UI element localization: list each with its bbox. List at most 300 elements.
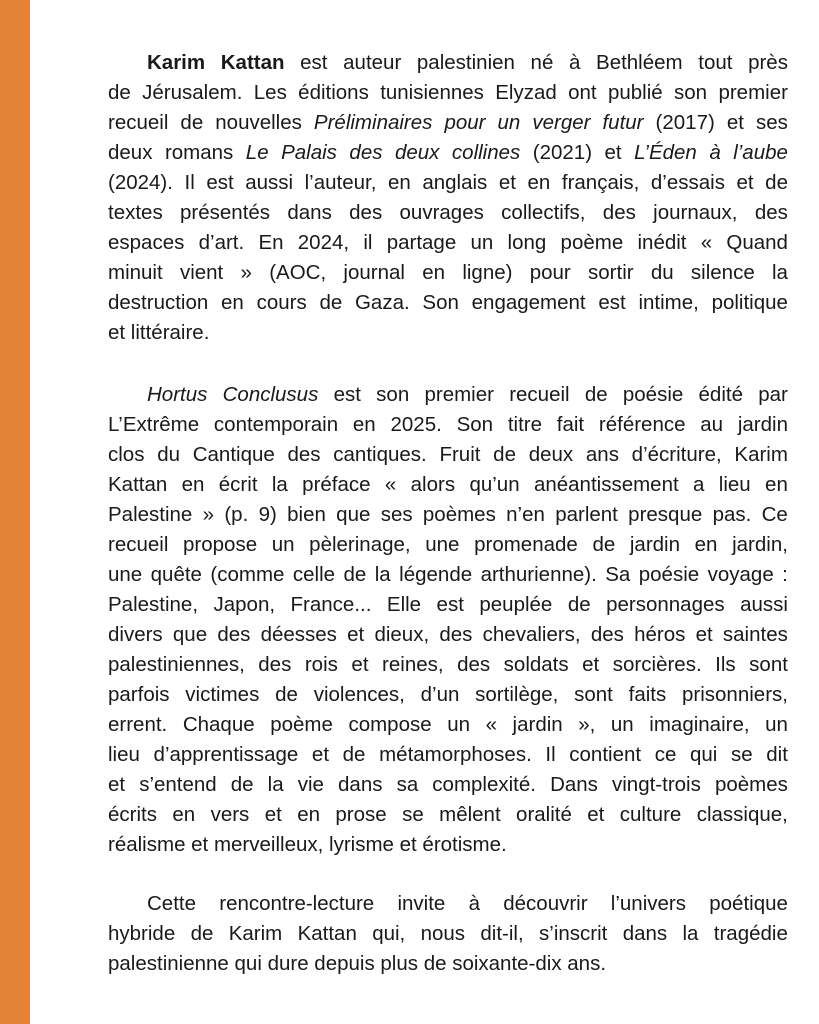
text-line <box>108 440 788 470</box>
word <box>634 138 697 168</box>
text: édité <box>698 383 743 406</box>
text: long <box>507 231 547 254</box>
text: Il <box>545 743 556 766</box>
word <box>288 440 321 470</box>
text: de <box>765 171 788 194</box>
word <box>108 108 168 138</box>
text: 2024, <box>297 231 350 254</box>
text: premier <box>718 81 788 104</box>
text: hybride <box>108 922 176 945</box>
text: romans <box>164 141 234 164</box>
text: il <box>363 231 373 254</box>
word <box>395 138 439 168</box>
word <box>611 889 686 919</box>
word <box>555 500 618 530</box>
word <box>298 919 357 949</box>
word <box>506 500 545 530</box>
text: est <box>333 383 361 406</box>
text: et <box>582 653 600 676</box>
word <box>700 410 723 440</box>
word <box>762 500 788 530</box>
word <box>400 198 484 228</box>
word <box>765 470 788 500</box>
text: l’univers <box>610 892 686 915</box>
word <box>620 800 682 830</box>
word <box>343 740 366 770</box>
italic-title: des <box>349 141 383 164</box>
text: des <box>590 623 624 646</box>
word <box>390 410 441 440</box>
text: a <box>693 473 705 496</box>
text: palestinienne qui dure depuis plus de soixante-dix ans. <box>108 952 607 975</box>
word <box>245 168 293 198</box>
text: poèmes <box>422 503 496 526</box>
text: ligne) <box>462 261 513 284</box>
text: (2021) <box>532 141 593 164</box>
word <box>287 500 326 530</box>
text-line <box>108 228 788 258</box>
text-line <box>108 138 788 168</box>
word <box>765 710 788 740</box>
text: déesses <box>260 623 337 646</box>
word <box>180 198 270 228</box>
word <box>108 560 142 590</box>
word <box>231 770 254 800</box>
text: légende <box>399 563 473 586</box>
word <box>353 410 376 440</box>
text: « <box>700 231 713 254</box>
text: Kattan <box>108 473 168 496</box>
text: sorcières. <box>612 653 702 676</box>
text: engagement <box>471 291 586 314</box>
italic-title: pour <box>444 111 486 134</box>
word <box>108 620 163 650</box>
word <box>481 560 597 590</box>
word <box>258 228 283 258</box>
word <box>613 650 702 680</box>
text: de <box>230 773 254 796</box>
text: poésie <box>638 563 700 586</box>
text: d’un <box>420 683 460 706</box>
word <box>586 440 619 470</box>
text: et littéraire. <box>108 321 210 344</box>
word <box>381 500 413 530</box>
text: en <box>422 261 446 284</box>
word <box>275 680 298 710</box>
text: la <box>374 563 391 586</box>
word <box>421 680 460 710</box>
word <box>588 258 634 288</box>
text: Kattan <box>297 922 357 945</box>
text: de <box>493 443 516 466</box>
text-line <box>108 318 209 348</box>
text: écrits <box>108 803 157 826</box>
bold-text: Karim <box>147 51 206 74</box>
word <box>758 380 788 410</box>
word <box>726 228 788 258</box>
text: politique <box>711 291 788 314</box>
word <box>674 78 707 108</box>
text: que <box>336 503 371 526</box>
word <box>108 168 173 198</box>
text: est <box>300 51 328 74</box>
text: un <box>610 713 634 736</box>
text: complexité. <box>432 773 536 796</box>
word <box>439 620 472 650</box>
word <box>531 48 554 78</box>
word <box>265 800 282 830</box>
text: est <box>436 593 464 616</box>
word <box>333 440 426 470</box>
text: sont <box>574 683 613 706</box>
word <box>462 258 512 288</box>
word <box>259 500 277 530</box>
text: la <box>271 473 288 496</box>
text: né <box>530 51 554 74</box>
word <box>108 500 192 530</box>
text: des <box>217 623 251 646</box>
word <box>698 48 732 78</box>
word <box>246 138 269 168</box>
word <box>439 440 480 470</box>
word <box>254 78 287 108</box>
word <box>270 710 333 740</box>
text-line <box>108 650 788 680</box>
word <box>713 500 752 530</box>
word <box>539 919 607 949</box>
word <box>749 650 788 680</box>
text: deux <box>108 141 153 164</box>
text: oralité <box>516 803 572 826</box>
italic-title: deux <box>394 141 440 164</box>
word <box>690 740 717 770</box>
word <box>444 108 485 138</box>
word <box>173 620 207 650</box>
text: anglais <box>422 171 488 194</box>
word <box>312 740 329 770</box>
word <box>422 258 445 288</box>
word <box>447 710 470 740</box>
text: parlent <box>555 503 618 526</box>
text-line <box>108 500 788 530</box>
text: des <box>457 653 491 676</box>
word <box>241 258 252 288</box>
word <box>309 530 410 560</box>
word <box>206 168 233 198</box>
text: nouvelles <box>215 111 302 134</box>
word <box>483 620 581 650</box>
word <box>108 919 175 949</box>
word <box>732 530 788 560</box>
text: en <box>181 473 205 496</box>
text-line <box>108 530 788 560</box>
text: Ce <box>761 503 788 526</box>
word <box>157 440 180 470</box>
word <box>214 410 338 440</box>
text: ouvrages <box>399 201 484 224</box>
text: pas. <box>712 503 752 526</box>
text: la <box>267 773 284 796</box>
text: d’écriture, <box>631 443 722 466</box>
word <box>422 288 458 318</box>
text: d’essais <box>650 171 725 194</box>
word <box>474 530 578 560</box>
text-line <box>108 740 788 770</box>
text: en <box>387 171 411 194</box>
word <box>297 800 320 830</box>
text: deux <box>528 443 574 466</box>
text: prisonniers, <box>682 683 788 706</box>
text: poésie <box>622 383 684 406</box>
word <box>108 530 168 560</box>
text: » <box>240 261 252 284</box>
text-line <box>108 258 788 288</box>
text: par <box>758 383 788 406</box>
italic-title: Hortus <box>147 383 208 406</box>
text: son <box>376 383 410 406</box>
text: un <box>271 533 295 556</box>
word <box>638 288 698 318</box>
text: classique, <box>696 803 788 826</box>
word <box>217 620 250 650</box>
word <box>561 228 624 258</box>
text: poème <box>270 713 333 736</box>
word <box>108 410 199 440</box>
word <box>682 680 788 710</box>
text: : <box>782 563 788 586</box>
text: En <box>258 231 284 254</box>
word <box>470 228 493 258</box>
word <box>319 288 342 318</box>
text: pèlerinage, <box>309 533 411 556</box>
text: ses <box>755 111 788 134</box>
word <box>108 228 184 258</box>
word <box>623 919 667 949</box>
word <box>598 288 625 318</box>
word <box>108 740 140 770</box>
text: (2024). <box>108 171 173 194</box>
text: anéantissement <box>533 473 679 496</box>
word <box>305 168 377 198</box>
text: français, <box>561 171 640 194</box>
word <box>499 168 516 198</box>
word <box>193 440 275 470</box>
word <box>457 410 493 440</box>
italic-title: L’Éden <box>634 141 697 164</box>
text: cantiques. <box>333 443 427 466</box>
text-line <box>108 590 788 620</box>
text: en <box>297 803 321 826</box>
text: ans <box>585 443 619 466</box>
text: arthurienne). <box>480 563 597 586</box>
text: n’en <box>506 503 545 526</box>
word <box>495 78 557 108</box>
word <box>682 919 698 949</box>
word <box>611 710 634 740</box>
text: réalisme et merveilleux, lyrisme et érotisme. <box>108 833 507 856</box>
text: tout <box>698 51 733 74</box>
text: dans <box>338 773 383 796</box>
text: premier <box>424 383 494 406</box>
text: vie <box>297 773 324 796</box>
text-line <box>108 680 788 710</box>
word <box>108 288 208 318</box>
word <box>388 168 411 198</box>
text: Elyzad <box>495 81 557 104</box>
text: et <box>726 111 744 134</box>
text: » <box>202 503 215 526</box>
text: mêlent <box>439 803 501 826</box>
word <box>108 650 245 680</box>
text: prose <box>335 803 387 826</box>
word <box>508 228 547 258</box>
text: inédit <box>637 231 687 254</box>
word <box>108 470 167 500</box>
word <box>335 800 386 830</box>
text: », <box>578 713 596 736</box>
word <box>375 560 391 590</box>
word <box>557 410 584 440</box>
text: promenade <box>474 533 578 556</box>
word <box>475 680 558 710</box>
text: des <box>439 623 473 646</box>
text: héros <box>634 623 686 646</box>
text: lieu <box>718 473 751 496</box>
word <box>411 470 455 500</box>
word <box>108 138 152 168</box>
word <box>108 198 163 228</box>
text: peuplée <box>479 593 553 616</box>
text: parfois <box>108 683 170 706</box>
word <box>612 770 701 800</box>
word <box>214 590 276 620</box>
word <box>608 78 663 108</box>
text: dieux, <box>374 623 430 646</box>
word <box>221 288 244 318</box>
text: reines, <box>382 653 444 676</box>
word <box>568 78 597 108</box>
word <box>355 288 410 318</box>
text: Son <box>456 413 494 436</box>
word <box>219 889 374 919</box>
word <box>696 620 713 650</box>
text: référence <box>598 413 686 436</box>
italic-title: collines <box>451 141 521 164</box>
word <box>731 740 753 770</box>
text: au <box>700 413 724 436</box>
word <box>529 440 573 470</box>
text: vingt-trois <box>612 773 701 796</box>
word <box>314 108 432 138</box>
word <box>203 500 214 530</box>
text: palestiniennes, <box>108 653 245 676</box>
word <box>298 228 349 258</box>
text: et <box>695 623 713 646</box>
text: de <box>108 81 131 104</box>
word <box>715 650 736 680</box>
word <box>185 680 259 710</box>
word <box>215 108 302 138</box>
word <box>343 48 401 78</box>
text: Il <box>184 171 195 194</box>
text: compose <box>348 713 432 736</box>
text: « <box>384 473 397 496</box>
word <box>457 650 490 680</box>
word <box>606 590 725 620</box>
text: presque <box>628 503 703 526</box>
word <box>480 919 523 949</box>
word <box>469 470 519 500</box>
word <box>417 48 515 78</box>
text: qui <box>690 743 718 766</box>
word <box>772 258 788 288</box>
text-line <box>108 78 788 108</box>
text: (p. <box>224 503 249 526</box>
word <box>639 560 699 590</box>
text: jardin <box>737 413 788 436</box>
word <box>766 740 788 770</box>
word <box>372 919 405 949</box>
text: Bethléem <box>596 51 683 74</box>
text: propose <box>183 533 258 556</box>
text: « <box>485 713 497 736</box>
word <box>183 710 255 740</box>
text: la <box>682 922 699 945</box>
word <box>756 108 788 138</box>
word <box>591 620 624 650</box>
word <box>632 440 722 470</box>
text-line <box>108 949 606 979</box>
text: violences, <box>313 683 405 706</box>
word <box>108 440 144 470</box>
text: éditions <box>298 81 369 104</box>
text: pour <box>529 261 571 284</box>
word <box>108 770 125 800</box>
text: se <box>402 803 424 826</box>
text: des <box>602 201 636 224</box>
word <box>695 530 718 560</box>
bold-text: Kattan <box>220 51 285 74</box>
text: de <box>180 111 204 134</box>
word <box>210 560 284 590</box>
word <box>221 48 285 78</box>
text: une <box>425 533 460 556</box>
word <box>708 560 774 590</box>
word <box>740 590 788 620</box>
word <box>599 410 686 440</box>
word <box>182 470 205 500</box>
word <box>344 560 367 590</box>
text-line <box>108 770 788 800</box>
word <box>180 258 223 288</box>
word <box>268 770 284 800</box>
word <box>585 380 608 410</box>
text: Chaque <box>182 713 255 736</box>
word <box>755 198 788 228</box>
word <box>605 138 622 168</box>
text: en <box>694 533 718 556</box>
word <box>298 78 369 108</box>
text: des <box>258 653 292 676</box>
word <box>211 800 250 830</box>
word <box>630 530 680 560</box>
text: jardin <box>512 713 563 736</box>
text: de <box>190 922 214 945</box>
text: et <box>311 743 330 766</box>
text: lieu <box>108 743 140 766</box>
word <box>578 710 595 740</box>
word <box>347 620 364 650</box>
